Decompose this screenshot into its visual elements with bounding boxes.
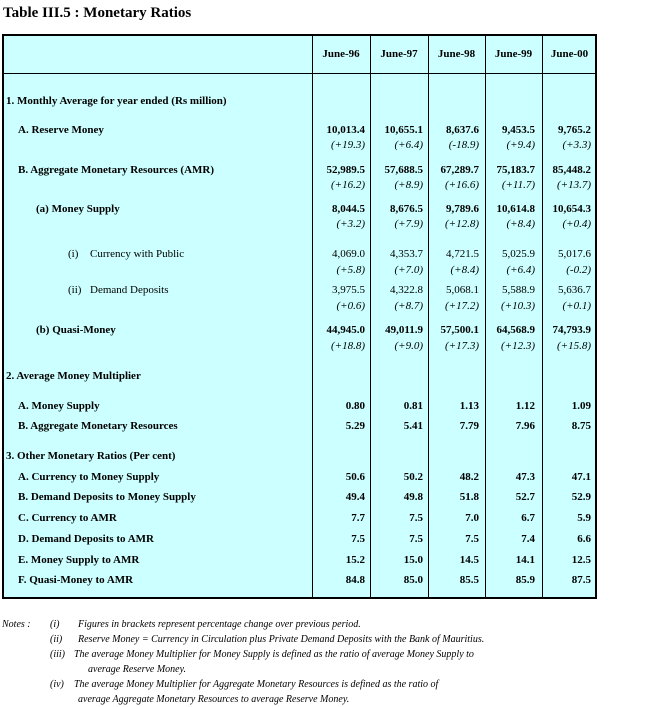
monetary-ratios-table: June-96 June-97 June-98 June-99 June-00 1. Monthly Average for year ended (Rs million) A. Reserve Money 10,013.4 10,655.1 8,637.6 9,453.5 9,765.2 (+19.3) (+6.4) (-18.9) (+9.4) (+3.3) B. Aggregate Monetary Resources (AMR) 52,989.5 57,688.5 67,289.7 75,183.7 85,448.2 (+16.2) (+8.9) (+16.6) (+11.7) (+13.7) (a) Money Supply 8,044.5 8,676.5 9,789.6 10,614.8 10,654.3 (+3.2) (+7.9) (+12.8) (+8.4) (+0.4) (i) Currency with Public 4,069.0 4,353.7 4,721.5 5,025.9 5,017.6 (+5.8) (+7.0) (+8.4) (+6.4) (-0.2) (ii) Demand Deposits 3,975.5 4,322.8 5,068.1 5,588.9 5,636.7 (+0.6) (+8.7) (+17.2) (+10.3) (+0.1) (b) Quasi-Money 44,945.0 49,011.9 57,500.1 64,568.9 74,793.9 (+18.8) (+9.0) (+17.3) (+12.3) (+15.8) 2. Average Money Multiplier A. Money Supply 0.80 0.81 1.13 1.12 1.09 B. Aggregate Monetary Resources 5.29 5.41 7.79 7.96 8.75 3. Other Monetary Ratios (Per cent) A. Currency to Money Supply 50.6 50.2 48.2 47.3 47.1 B. Demand Deposits to Money Supply 49.4 49.8 51.8 52.7 52.9 C. Currency to AMR 7.7 7.5 7.0 6.7 5.9 D. Demand Deposits to AMR 7.5 7.5 7.5 7.4 6.6 E. Money Supply to AMR 15.2 15.0 14.5 14.1 12.5 F. Quasi-Money to AMR 84.8 85.0 85.5 85.9 87.5 bbox=[2, 34, 597, 599]
column-divider bbox=[485, 36, 486, 597]
note-text: Reserve Money = Currency in Circulation plus Private Demand Deposits with the Bank of Mauritius. bbox=[78, 634, 485, 645]
note-number: (ii) bbox=[50, 634, 63, 645]
column-header: June-97 bbox=[380, 48, 418, 60]
table-title: Table III.5 : Monetary Ratios bbox=[3, 5, 192, 21]
column-header: June-99 bbox=[494, 48, 533, 60]
column-divider bbox=[312, 36, 313, 597]
notes-prefix: Notes : bbox=[2, 619, 31, 630]
column-divider bbox=[370, 36, 371, 597]
note-number: (iii) bbox=[50, 649, 65, 660]
note-number: (i) bbox=[50, 619, 60, 630]
note-text: The average Money Multiplier for Aggregate Monetary Resources is defined as the ratio of bbox=[74, 679, 439, 690]
column-header: June-00 bbox=[550, 48, 589, 60]
note-text-continued: average Aggregate Monetary Resources to average Reserve Money. bbox=[78, 694, 350, 705]
note-number: (iv) bbox=[50, 679, 64, 690]
column-header: June-96 bbox=[322, 48, 360, 60]
note-text: Figures in brackets represent percentage change over previous period. bbox=[78, 619, 361, 630]
note-text: The average Money Multiplier for Money Supply is defined as the ratio of average Money Supply to bbox=[74, 649, 474, 660]
column-divider bbox=[428, 36, 429, 597]
note-text-continued: average Reserve Money. bbox=[88, 664, 187, 675]
column-divider bbox=[542, 36, 543, 597]
header-divider bbox=[4, 73, 595, 74]
column-header: June-98 bbox=[437, 48, 476, 60]
